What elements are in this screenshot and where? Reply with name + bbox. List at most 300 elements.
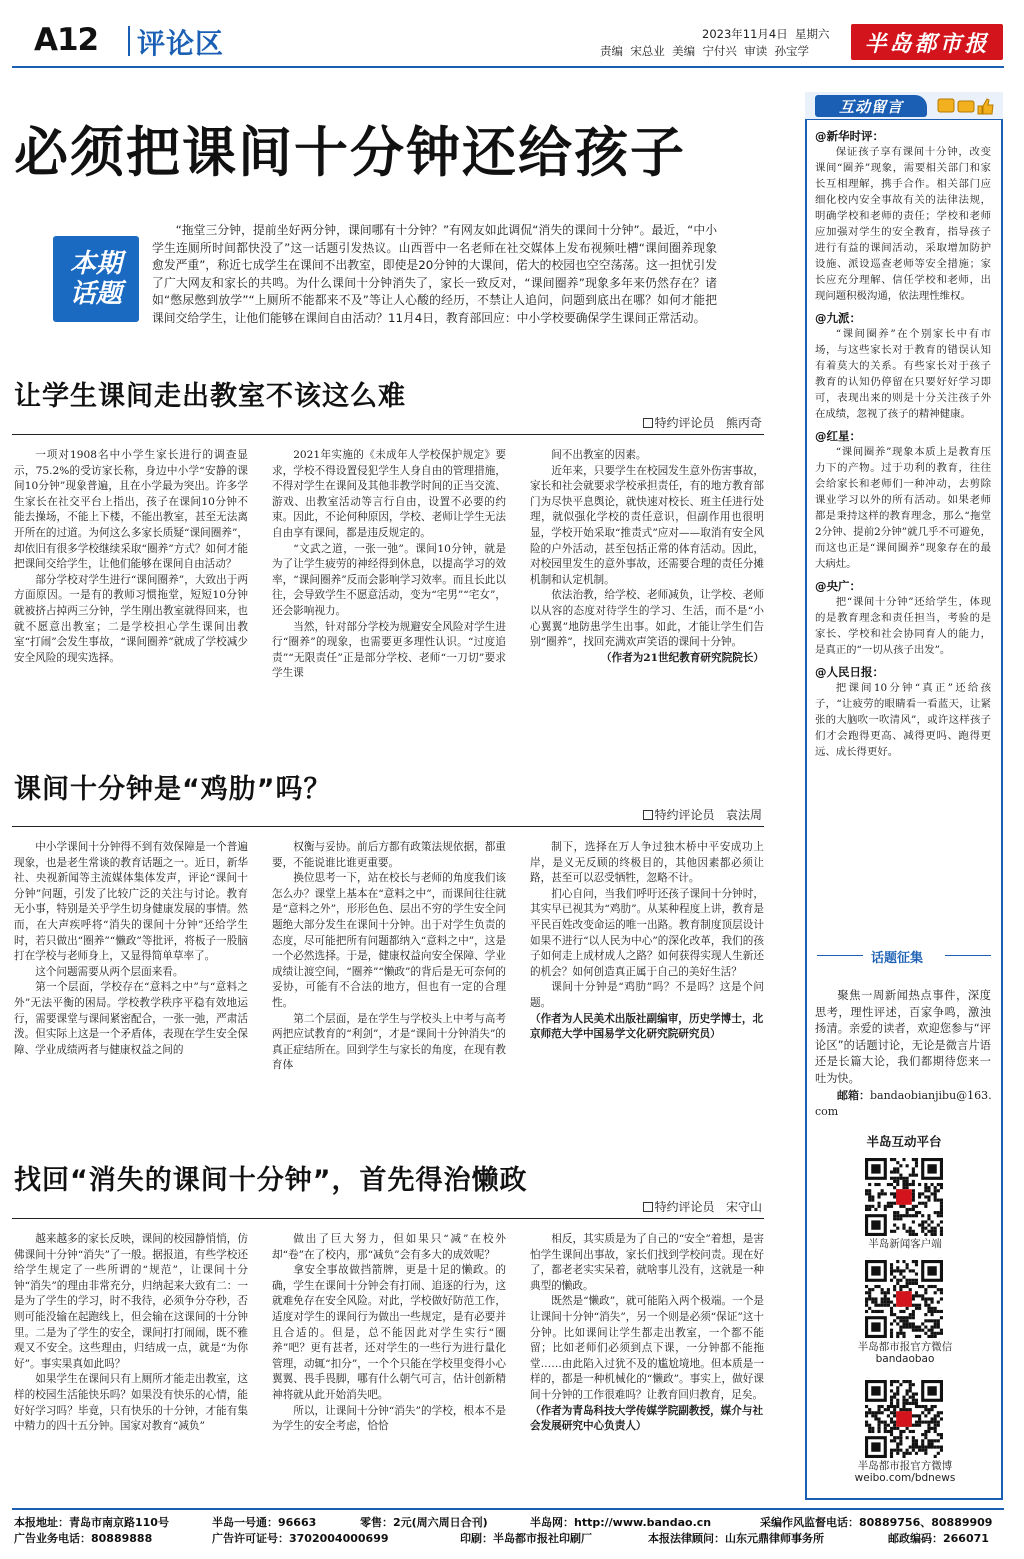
qr-finder bbox=[927, 1386, 936, 1395]
section-title: 评论区 bbox=[137, 27, 225, 60]
qr-module bbox=[899, 1217, 902, 1220]
qr-module bbox=[915, 1439, 918, 1442]
qr-code-app[interactable] bbox=[865, 1158, 943, 1236]
byline-prefix: 特约评论员 bbox=[654, 1200, 715, 1214]
qr-module bbox=[912, 1442, 915, 1445]
qr-module bbox=[893, 1288, 896, 1291]
weekday-text: 星期六 bbox=[795, 27, 830, 41]
qr-module bbox=[874, 1304, 877, 1307]
comment-text: 保证孩子享有课间十分钟，改变课间“圈养”现象，需要相关部门和家长互相理解，携手合作。相关部门应细化校内安全事故有关的法律法规，明确学校和老师的责任；学校和老师应加强对学生的安全教育，指导孩子进行有益的课间活动，采取增加防护设施、派设巡查老师等安全措施；家长应充分理解、信任学校和老师，出现问题积极沟通，依法理性维权。 bbox=[815, 146, 991, 302]
qr-module bbox=[899, 1272, 902, 1275]
byline-author: 宋守山 bbox=[725, 1200, 762, 1214]
qr-module bbox=[865, 1304, 868, 1307]
qr-module bbox=[909, 1446, 912, 1449]
header-divider bbox=[128, 26, 130, 56]
qr-module bbox=[877, 1427, 880, 1430]
footer-hotline: 半岛一号通：96663 bbox=[212, 1516, 317, 1529]
qr-module bbox=[912, 1269, 915, 1272]
qr-module bbox=[927, 1186, 930, 1189]
qr-module bbox=[877, 1411, 880, 1414]
paragraph: 第一个层面，学校存在“意料之中”与“意料之外”无法平衡的困局。学校教学秩序平稳有效地运行，需要课堂与课间紧密配合，一张一弛，严肃活泼。但实际上这是一个矛盾体，表现在学生安全保障、学业成绩两者与健康权益之间的 bbox=[14, 981, 248, 1056]
qr-module bbox=[940, 1220, 943, 1223]
qr-module bbox=[924, 1195, 927, 1198]
qr-module bbox=[927, 1195, 930, 1198]
qr-module bbox=[896, 1399, 899, 1402]
qr-module bbox=[890, 1183, 893, 1186]
qr-module bbox=[902, 1310, 905, 1313]
qr-module bbox=[865, 1192, 868, 1195]
qr-module bbox=[909, 1279, 912, 1282]
qr-module bbox=[924, 1326, 927, 1329]
qr-module bbox=[921, 1411, 924, 1414]
qr-module bbox=[937, 1319, 940, 1322]
qr-module bbox=[893, 1214, 896, 1217]
qr-module bbox=[934, 1285, 937, 1288]
qr-module bbox=[924, 1436, 927, 1439]
comment-item bbox=[815, 310, 991, 422]
qr-module bbox=[887, 1414, 890, 1417]
qr-module bbox=[881, 1297, 884, 1300]
qr-module bbox=[915, 1282, 918, 1285]
qr-logo bbox=[896, 1411, 912, 1427]
qr-module bbox=[912, 1170, 915, 1173]
qr-module bbox=[881, 1304, 884, 1307]
solicit-body: 聚焦一周新闻热点事件，深度思考，理性评述，百家争鸣，激浊扬清。亲爱的读者，欢迎您参与“评论区”的话题讨论，无论是微言片语还是长篇大论，我们都期待您来一吐为快。 bbox=[815, 989, 991, 1085]
qr-module bbox=[865, 1421, 868, 1424]
qr-module bbox=[877, 1285, 880, 1288]
qr-module bbox=[893, 1195, 896, 1198]
qr-module bbox=[884, 1192, 887, 1195]
qr-module bbox=[906, 1402, 909, 1405]
qr-module bbox=[890, 1272, 893, 1275]
solicit-title: 话题征集 bbox=[871, 951, 924, 966]
qr-module bbox=[915, 1272, 918, 1275]
qr-module bbox=[887, 1205, 890, 1208]
qr-module bbox=[874, 1417, 877, 1420]
qr-module bbox=[868, 1294, 871, 1297]
qr-module bbox=[884, 1294, 887, 1297]
qr-module bbox=[915, 1161, 918, 1164]
qr-module bbox=[921, 1285, 924, 1288]
qr-module bbox=[937, 1301, 940, 1304]
qr-module bbox=[865, 1291, 868, 1294]
qr-module bbox=[902, 1326, 905, 1329]
qr-module bbox=[924, 1449, 927, 1452]
byline-author: 袁法周 bbox=[725, 808, 762, 822]
qr-module bbox=[940, 1214, 943, 1217]
qr-module bbox=[909, 1326, 912, 1329]
qr-module bbox=[865, 1205, 868, 1208]
caption-line: 半岛都市报官方微博 bbox=[857, 1460, 953, 1472]
article-1-title: 让学生课间走出教室不该这么难 bbox=[14, 381, 406, 412]
paragraph: 越来越多的家长反映，课间的校园静悄悄，仿佛课间十分钟“消失”了一般。据报道，有些学校还给学生规定了一些所谓的“规范”，让课间十分钟“消失”的理由非常充分，归纳起来大致有二：一是为了学生的学习，时不我待，必须争分夺秒，否则可能没输在起跑线上，但会输在这课间的十分钟里。二是为了学生的安全，课间打打闹闹，既不雅观又不安全。这些理由，归结成一点，就是“为你好”。事实果真如此吗？ bbox=[14, 1233, 248, 1370]
qr-module bbox=[899, 1329, 902, 1332]
qr-module bbox=[874, 1183, 877, 1186]
qr-module bbox=[940, 1233, 943, 1236]
qr-module bbox=[893, 1396, 896, 1399]
qr-module bbox=[899, 1430, 902, 1433]
qr-module bbox=[896, 1389, 899, 1392]
qr-module bbox=[934, 1233, 937, 1236]
qr-module bbox=[896, 1214, 899, 1217]
qr-module bbox=[915, 1263, 918, 1266]
qr-module bbox=[887, 1405, 890, 1408]
qr-module bbox=[874, 1297, 877, 1300]
qr-module bbox=[915, 1205, 918, 1208]
qr-module bbox=[915, 1442, 918, 1445]
qr-module bbox=[896, 1211, 899, 1214]
qr-module bbox=[940, 1316, 943, 1319]
qr-module bbox=[906, 1180, 909, 1183]
qr-module bbox=[940, 1199, 943, 1202]
qr-module bbox=[909, 1174, 912, 1177]
qr-module bbox=[927, 1310, 930, 1313]
qr-module bbox=[890, 1192, 893, 1195]
qr-module bbox=[902, 1180, 905, 1183]
article-3-col-3 bbox=[530, 1232, 764, 1500]
qr-module bbox=[893, 1411, 896, 1414]
qr-module bbox=[912, 1199, 915, 1202]
qr-module bbox=[924, 1301, 927, 1304]
qr-module bbox=[912, 1282, 915, 1285]
paragraph: 拿安全事故做挡箭牌，更是十足的懒政。的确，学生在课间十分钟会有打闹、追逐的行为，这就难免存在安全风险。对此，学校做好防范工作，适度对学生的课间行为做出一些规定，是有必要并且合适的。但是，总不能因此对学生实行“圈养”吧？更有甚者，还对学生的一些行为进行量化管理，动辄“扣分”，一个个只能在学校里变得小心翼翼、畏手畏脚，哪有什么朝气可言，估计创新精神将就从此开始消失吧。 bbox=[272, 1264, 506, 1401]
qr-module bbox=[912, 1316, 915, 1319]
qr-module bbox=[893, 1304, 896, 1307]
qr-module bbox=[906, 1186, 909, 1189]
qr-module bbox=[906, 1389, 909, 1392]
qr-module bbox=[906, 1230, 909, 1233]
qr-module bbox=[924, 1430, 927, 1433]
qr-module bbox=[934, 1421, 937, 1424]
qr-module bbox=[902, 1177, 905, 1180]
qr-module bbox=[915, 1214, 918, 1217]
qr-module bbox=[909, 1313, 912, 1316]
article-2-rule bbox=[12, 826, 764, 827]
qr-module bbox=[896, 1167, 899, 1170]
caption-line: 半岛新闻客户端 bbox=[868, 1238, 942, 1250]
qr-module bbox=[915, 1405, 918, 1408]
qr-module bbox=[902, 1214, 905, 1217]
qr-module bbox=[915, 1279, 918, 1282]
paragraph: 依法治教，给学校、老师减负，让学校、老师以从容的态度对待学生的学习、生活，而不是“小心翼翼”地防患学生出事。如此，才能让学生们告别“圈养”，找回充满欢声笑语的课间十分钟。 bbox=[530, 589, 764, 649]
qr-module bbox=[906, 1399, 909, 1402]
qr-module bbox=[931, 1297, 934, 1300]
qr-module bbox=[912, 1192, 915, 1195]
qr-logo bbox=[896, 1189, 912, 1205]
qr-module bbox=[893, 1319, 896, 1322]
footer-legal: 本报法律顾问：山东元鼎律师事务所 bbox=[648, 1532, 824, 1545]
paragraph: 如果学生在课间只有上厕所才能走出教室，这样的校园生活能快乐吗？如果没有快乐的心情，能好好学习吗？毕竟，只有快乐的十分钟，才能有集中精力的四十五分钟。国家对教育“减负” bbox=[14, 1373, 248, 1433]
qr-module bbox=[893, 1380, 896, 1383]
qr-module bbox=[924, 1233, 927, 1236]
qr-module bbox=[899, 1205, 902, 1208]
qr-module bbox=[884, 1408, 887, 1411]
qr-module bbox=[940, 1417, 943, 1420]
qr-module bbox=[931, 1329, 934, 1332]
qr-module bbox=[887, 1424, 890, 1427]
email-address[interactable]: bandaobianjibu@163.com bbox=[815, 1089, 992, 1118]
paragraph: 制下，选择在万人争过独木桥中平安成功上岸，是义无反顾的终极目的，其他因素都必须让路，甚至可以忍受牺牲，忽略不计。 bbox=[530, 841, 764, 885]
qr-module bbox=[931, 1335, 934, 1338]
qr-weibo-caption bbox=[830, 1460, 980, 1484]
qr-module bbox=[918, 1335, 921, 1338]
logo-text: 半岛都市报 bbox=[864, 30, 990, 57]
qr-module bbox=[924, 1288, 927, 1291]
qr-module bbox=[921, 1224, 924, 1227]
qr-module bbox=[931, 1233, 934, 1236]
qr-module bbox=[924, 1220, 927, 1223]
qr-module bbox=[934, 1414, 937, 1417]
qr-module bbox=[924, 1421, 927, 1424]
qr-module bbox=[912, 1329, 915, 1332]
qr-module bbox=[915, 1158, 918, 1161]
qr-finder bbox=[927, 1164, 936, 1173]
qr-module bbox=[918, 1202, 921, 1205]
comment-source: @人民日报： bbox=[815, 665, 884, 679]
qr-module bbox=[915, 1399, 918, 1402]
qr-module bbox=[893, 1158, 896, 1161]
qr-module bbox=[890, 1430, 893, 1433]
qr-module bbox=[902, 1430, 905, 1433]
qr-module bbox=[921, 1294, 924, 1297]
qr-module bbox=[909, 1208, 912, 1211]
paragraph: 近年来，只要学生在校园发生意外伤害事故，家长和社会就要求学校承担责任，有的地方教育部门为尽快平息舆论，就快速对校长、班主任进行处理，就似强化学校的责任意识，但副作用也很明显，学校开始采取“推责式”应对——取消有安全风险的户外活动，甚至包括正常的体育活动。因此，对校园里发生的意外事故，还需要合理的责任分摊机制和认定机制。 bbox=[530, 464, 764, 586]
qr-module bbox=[871, 1297, 874, 1300]
qr-module bbox=[912, 1326, 915, 1329]
qr-module bbox=[912, 1208, 915, 1211]
qr-module bbox=[877, 1405, 880, 1408]
qr-module bbox=[906, 1392, 909, 1395]
qr-module bbox=[918, 1195, 921, 1198]
qr-module bbox=[909, 1214, 912, 1217]
qr-module bbox=[915, 1335, 918, 1338]
qr-module bbox=[890, 1335, 893, 1338]
qr-module bbox=[927, 1224, 930, 1227]
qr-module bbox=[899, 1174, 902, 1177]
proof-label: 审读 bbox=[744, 44, 768, 58]
qr-module bbox=[912, 1446, 915, 1449]
qr-module bbox=[937, 1288, 940, 1291]
qr-module bbox=[934, 1430, 937, 1433]
qr-module bbox=[881, 1288, 884, 1291]
caption-line: 半岛都市报官方微信 bbox=[857, 1341, 953, 1353]
qr-finder bbox=[871, 1442, 880, 1451]
qr-code-weibo[interactable] bbox=[865, 1380, 943, 1458]
article-2-col-1 bbox=[14, 840, 248, 1120]
qr-module bbox=[906, 1316, 909, 1319]
qr-module bbox=[912, 1430, 915, 1433]
qr-module bbox=[890, 1230, 893, 1233]
qr-module bbox=[918, 1294, 921, 1297]
qr-module bbox=[890, 1329, 893, 1332]
qr-module bbox=[940, 1211, 943, 1214]
qr-module bbox=[877, 1417, 880, 1420]
qr-module bbox=[921, 1442, 924, 1445]
footer-address: 本报地址：青岛市南京路110号 bbox=[14, 1516, 169, 1529]
qr-module bbox=[915, 1294, 918, 1297]
qr-module bbox=[915, 1424, 918, 1427]
article-3-col-1 bbox=[14, 1232, 248, 1500]
qr-module bbox=[899, 1433, 902, 1436]
qr-module bbox=[890, 1411, 893, 1414]
qr-module bbox=[871, 1199, 874, 1202]
qr-module bbox=[924, 1189, 927, 1192]
comment-source: @新华时评： bbox=[815, 129, 884, 143]
qr-module bbox=[902, 1205, 905, 1208]
qr-finder bbox=[927, 1266, 936, 1275]
qr-module bbox=[912, 1294, 915, 1297]
date-text: 2023年11月4日 bbox=[702, 27, 788, 41]
qr-module bbox=[868, 1291, 871, 1294]
qr-module bbox=[896, 1180, 899, 1183]
qr-module bbox=[890, 1263, 893, 1266]
qr-module bbox=[912, 1174, 915, 1177]
qr-module bbox=[906, 1266, 909, 1269]
qr-module bbox=[937, 1452, 940, 1455]
qr-module bbox=[893, 1170, 896, 1173]
qr-module bbox=[893, 1202, 896, 1205]
qr-module bbox=[921, 1449, 924, 1452]
qr-module bbox=[921, 1322, 924, 1325]
qr-module bbox=[906, 1164, 909, 1167]
solicit-heading bbox=[815, 946, 991, 966]
qr-module bbox=[887, 1297, 890, 1300]
qr-module bbox=[896, 1322, 899, 1325]
qr-module bbox=[902, 1396, 905, 1399]
qr-module bbox=[931, 1326, 934, 1329]
qr-module bbox=[909, 1386, 912, 1389]
qr-module bbox=[934, 1291, 937, 1294]
qr-module bbox=[893, 1217, 896, 1220]
qr-module bbox=[924, 1227, 927, 1230]
qr-module bbox=[893, 1408, 896, 1411]
sidebar-title-bar bbox=[805, 92, 1003, 120]
qr-module bbox=[890, 1313, 893, 1316]
qr-module bbox=[896, 1227, 899, 1230]
qr-module bbox=[890, 1307, 893, 1310]
qr-finder bbox=[871, 1386, 880, 1395]
qr-module bbox=[937, 1411, 940, 1414]
qr-module bbox=[918, 1449, 921, 1452]
qr-module bbox=[896, 1161, 899, 1164]
qr-module bbox=[874, 1208, 877, 1211]
qr-module bbox=[912, 1392, 915, 1395]
qr-module bbox=[937, 1439, 940, 1442]
qr-module bbox=[890, 1439, 893, 1442]
qr-module bbox=[937, 1322, 940, 1325]
qr-module bbox=[868, 1288, 871, 1291]
qr-module bbox=[934, 1189, 937, 1192]
qr-module bbox=[918, 1183, 921, 1186]
qr-module bbox=[877, 1421, 880, 1424]
comment-text: 把“课间十分钟”还给学生，体现的是教育理念和责任担当，考验的是家长、学校和社会协同育人的能力，是真正的“一切从孩子出发”。 bbox=[815, 596, 991, 656]
qr-module bbox=[890, 1449, 893, 1452]
qr-module bbox=[918, 1326, 921, 1329]
qr-module bbox=[921, 1220, 924, 1223]
qr-module bbox=[881, 1411, 884, 1414]
qr-module bbox=[940, 1411, 943, 1414]
qr-module bbox=[937, 1332, 940, 1335]
qr-module bbox=[924, 1304, 927, 1307]
qr-code-wechat[interactable] bbox=[865, 1260, 943, 1338]
qr-module bbox=[865, 1310, 868, 1313]
qr-module bbox=[915, 1421, 918, 1424]
qr-module bbox=[893, 1180, 896, 1183]
qr-module bbox=[918, 1446, 921, 1449]
qr-module bbox=[934, 1417, 937, 1420]
qr-module bbox=[937, 1326, 940, 1329]
qr-module bbox=[890, 1389, 893, 1392]
qr-module bbox=[924, 1319, 927, 1322]
qr-module bbox=[890, 1322, 893, 1325]
qr-module bbox=[924, 1408, 927, 1411]
qr-module bbox=[902, 1405, 905, 1408]
qr-module bbox=[931, 1285, 934, 1288]
qr-module bbox=[940, 1183, 943, 1186]
qr-module bbox=[890, 1455, 893, 1458]
qr-module bbox=[909, 1269, 912, 1272]
qr-module bbox=[915, 1233, 918, 1236]
qr-module bbox=[931, 1446, 934, 1449]
qr-module bbox=[902, 1319, 905, 1322]
qr-module bbox=[890, 1402, 893, 1405]
qr-module bbox=[896, 1217, 899, 1220]
qr-module bbox=[924, 1405, 927, 1408]
email-label: 邮箱： bbox=[837, 1089, 870, 1102]
qr-module bbox=[937, 1424, 940, 1427]
qr-module bbox=[874, 1411, 877, 1414]
editor-name: 宋总业 bbox=[630, 44, 665, 58]
qr-module bbox=[940, 1202, 943, 1205]
qr-module bbox=[934, 1310, 937, 1313]
editor-label: 责编 bbox=[600, 44, 623, 58]
qr-module bbox=[896, 1442, 899, 1445]
qr-module bbox=[927, 1285, 930, 1288]
qr-module bbox=[934, 1332, 937, 1335]
qr-module bbox=[865, 1424, 868, 1427]
qr-module bbox=[868, 1427, 871, 1430]
qr-module bbox=[865, 1414, 868, 1417]
qr-module bbox=[881, 1405, 884, 1408]
paragraph: “文武之道，一张一弛”。课间10分钟，就是为了让学生疲劳的神经得到休息，以提高学习的效率，“课间圈养”反而会影响学习效率。而且长此以往，会导致学生不愿意活动，变为“宅男”“宅女”，还会影响视力。 bbox=[272, 542, 506, 617]
staff-credits bbox=[600, 43, 809, 59]
topic-intro bbox=[152, 222, 717, 328]
topic-text: “拖堂三分钟，提前坐好两分钟，课间哪有十分钟？”有网友如此调侃“消失的课间十分钟”。最近，“中小学生连厕所时间都快没了”这一话题引发热议。山西晋中一名老师在社交媒体上发布视频吐槽“课间圈养现象愈发严重”，称近七成学生在课间不出教室，即使是20分钟的大课间，偌大的校园也空空荡荡。这一担忧引发了广大网友和家长的共鸣。为什么课间十分钟消失了，家长一致反对，“课间圈养”现象多年来仍然存在？诸如“憋尿憋到放学”“上厕所不能都来不及”等让人心酸的经历，不禁让人追问，问题到底出在哪？如何才能把课间交给学生，让他们能够在课间自由活动？11月4日，教育部回应：中小学校要确保学生课间正常活动。 bbox=[152, 223, 717, 325]
qr-module bbox=[881, 1421, 884, 1424]
qr-module bbox=[890, 1396, 893, 1399]
qr-module bbox=[927, 1411, 930, 1414]
qr-module bbox=[931, 1319, 934, 1322]
qr-module bbox=[909, 1183, 912, 1186]
qr-module bbox=[934, 1192, 937, 1195]
qr-module bbox=[868, 1424, 871, 1427]
qr-module bbox=[893, 1269, 896, 1272]
qr-module bbox=[912, 1214, 915, 1217]
qr-module bbox=[927, 1424, 930, 1427]
qr-module bbox=[890, 1421, 893, 1424]
qr-module bbox=[874, 1301, 877, 1304]
qr-module bbox=[931, 1220, 934, 1223]
qr-module bbox=[881, 1310, 884, 1313]
qr-module bbox=[899, 1326, 902, 1329]
qr-module bbox=[927, 1446, 930, 1449]
qr-module bbox=[924, 1186, 927, 1189]
qr-module bbox=[921, 1433, 924, 1436]
qr-module bbox=[871, 1301, 874, 1304]
qr-module bbox=[927, 1304, 930, 1307]
qr-module bbox=[893, 1427, 896, 1430]
qr-module bbox=[899, 1442, 902, 1445]
